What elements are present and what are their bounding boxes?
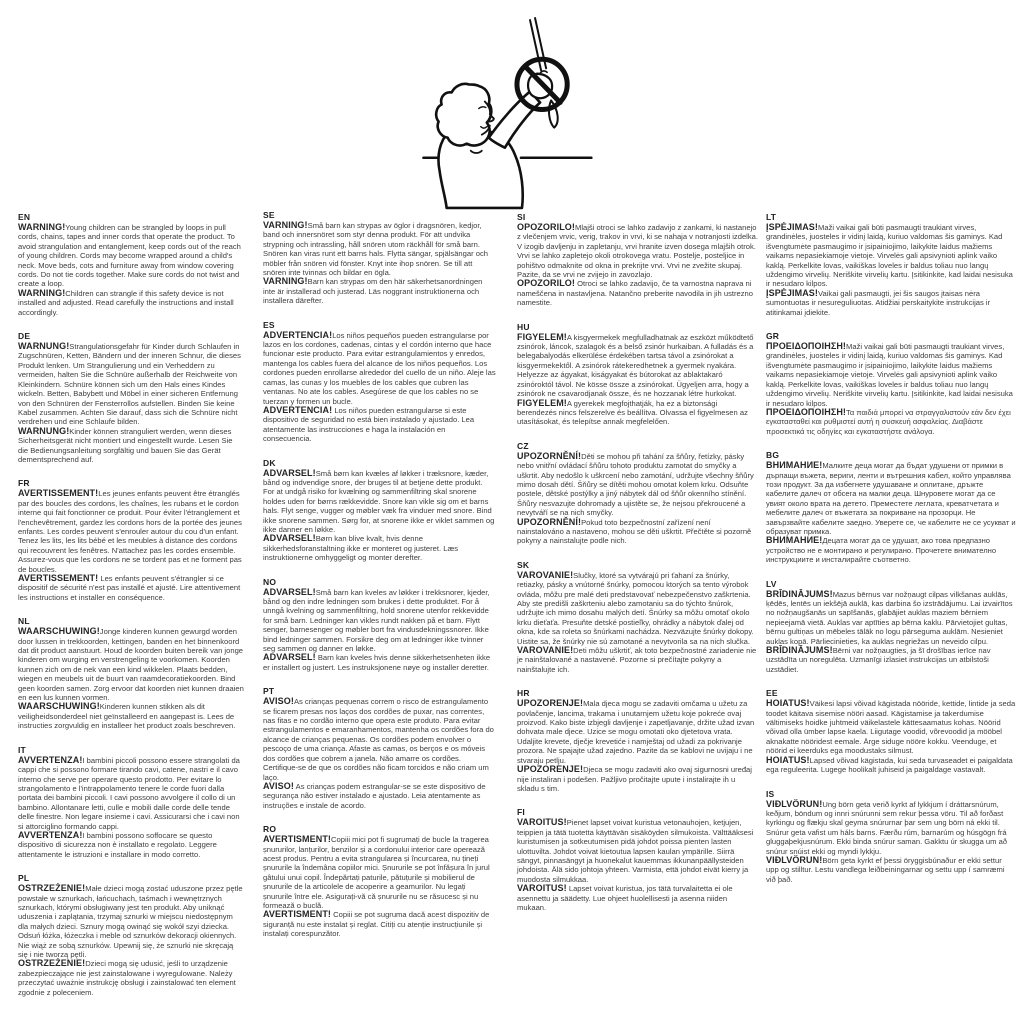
warning-section-fr (18, 478, 244, 602)
language-code: IS (766, 788, 775, 799)
warning-paragraph (517, 571, 758, 646)
language-code: HU (517, 321, 530, 332)
warning-keyword: FIGYELEM! (517, 397, 567, 408)
warning-paragraph (263, 910, 496, 938)
language-code: PL (18, 873, 30, 884)
column-1 (18, 212, 244, 1011)
warning-text: Børn kan blive kvalt, hvis denne sikkerhedsforanstaltning ikke er monteret og justeret. Læs instruktionerne omhyggeligt og monter derefter. (263, 534, 459, 563)
warning-keyword: BRĪDINĀJUMS! (766, 588, 833, 599)
warning-keyword: FIGYELEM! (517, 331, 567, 342)
language-code: SE (263, 210, 275, 220)
warning-paragraph (18, 574, 244, 602)
warning-keyword: AVERTISSEMENT! (18, 488, 99, 499)
warning-section-si (517, 212, 758, 308)
warning-keyword: AVISO! (263, 696, 294, 707)
warning-keyword: ВНИМАНИЕ! (766, 535, 823, 546)
warning-keyword: HOIATUS! (766, 698, 810, 709)
warning-text: Vaikai gali pasmaugti, jei šis saugos įtaisas nėra sumontuotas ir nesureguliuotas. Atidžiai perskaitykite instrukcijas ir atitinkamai įdiekite. (766, 288, 991, 317)
warning-section-sk (517, 560, 758, 674)
warning-paragraph (263, 835, 496, 910)
warning-paragraph (263, 588, 496, 654)
warning-keyword: ΠΡΟΕΙΔΟΠΟΙΗΣΗ! (766, 406, 847, 417)
warning-text: Copiii se pot sugruma dacă acest dispozitiv de siguranță nu este instalat și reglat. Citiți cu atenție instrucțiunile și instalați corespunzător. (263, 910, 490, 939)
warning-text: Děti se mohou při tahání za šňůry, řetízky, pásky nebo vnitřní ovládací šňůru tohoto produktu zamotat do smyčky a uškrtit. Aby nedošlo k uškrcení nebo zamotání, udržujte všechny šňůry mimo dosah dětí. Šňůry se dítěti mohou omotat kolem krku. Odsuňte postele, dětské postýlky a jiný nábytek dál od šňůr okenního stínění. Šňůry nesvazujte dohromady a ujistěte se, že nejsou překroucené a nevytváří se na nich smyčky. (517, 451, 754, 518)
warning-paragraph (517, 333, 758, 399)
column-3 (517, 212, 758, 926)
child-reaching-window-cord-prohibited-illustration (418, 4, 630, 210)
warning-paragraph (766, 856, 1016, 884)
warning-paragraph (766, 461, 1016, 536)
warning-paragraph (263, 277, 496, 305)
language-code: EE (766, 688, 778, 699)
warning-text: Små barn kan strypas av öglor i dragsnören, kedjor, band och innersnöret som styr denna produkt. För att undvika strypning och intrassling, håll snören utom räckhåll för små barn. Snören kan viras runt ett barns hals. Flytta sängar, spjälsängar och möbler från snören vid fönster. Knyt inte ihop snören. Se till att snören inte tvinnas och bildar en ögla. (263, 221, 488, 278)
warning-text: Små børn kan kvæles af løkker i træksnore, kæder, bånd og indvendige snore, der bruges til at betjene dette produkt. For at undgå risiko for kvælning og sammenfiltring skal snorene holdes uden for børns rækkevidde. Snore kan vikle sig om et barns hals. Flyt senge, vugger og møbler væk fra vinduer med snore. Bind ikke snorene sammen. Sørg for, at snorene ikke er viklet sammen og ikke danner en løkke. (263, 468, 495, 534)
warning-text: Малките деца могат да бъдат удушени от примки в дърпащи въжета, вериги, ленти и вътрешния кабел, който управлява този продукт. За да избегнете удушаване и оплитане, дръжте кабелите далеч от обсега на малки деца. Шнуровете могат да се увият около врата на детето. Преместете леглата, креватчетата и мебелите далеч от въжетата за покриване на прозорци. Не завързвайте кабелите заедно. Уверете се, че кабелите не се усукват и образуват примка. (766, 461, 1016, 536)
warning-text: Mlajši otroci se lahko zadavijo z zankami, ki nastanejo z vlečenjem vrvic, verig, trakov in vrvi, ki se nahaja v notranjosti izdelka. V izogib davljenju in zapletanju, vrvi hranite izven dosega mlajših otrok. Vrvi se lahko zapletejo okoli otrokovega vratu. Postelje, posteljice in pohištvo odmaknite od okna in prekrijte vrvi. Vrvi ne zvežite skupaj. Pazite, da se vrvi ne zvijejo in zavozlajo. (517, 223, 758, 280)
warning-keyword: VAROITUS! (517, 817, 567, 828)
language-code: DK (263, 457, 276, 468)
warning-paragraph (263, 534, 496, 562)
warning-keyword: ADVARSEL! (263, 533, 316, 544)
warning-section-bg (766, 450, 1016, 564)
warning-paragraph (766, 289, 1016, 317)
warning-text: Mazus bērnus var nožņaugt cilpas vilkšanas auklās, ķēdēs, lentēs un iekšējā auklā, kas darbina šo izstrādājumu. Lai izvairītos no nožņaugšanās un sapīšanās, glabājiet auklas maziem bērniem nepieejamā vietā. Auklas var aptīties ap bērna kaklu. Pārvietojiet gultas, bērnu gultiņas un mēbeles tālāk no logu pārseguma auklām. Nesieniet auklas kopā. Pārliecinieties, ka auklas negriežas un neveido cilpu. (766, 589, 1013, 646)
warning-keyword: WARNUNG! (18, 341, 70, 352)
warning-text: Maži vaikai gali būti pasmaugti traukiant virves, grandinėles, juosteles ir vidinį laidą, kuriuo valdomas šis gaminys. Kad išvengtumėte pasmaugimo ir įsipainiojimo, laikykite laidus mažiems vaikams nepasiekiamoje vietoje. Virvelės gali apsivynioti aplink vaiko kaklą. Perkelkite lovas, vaikiškas loveles ir baldus toliau nuo langų uždengimo virvelių. Neriškite virvelių kartu. Įsitikinkite, kad laidai nesisuka ir nesudaro kilpos. (766, 223, 1013, 289)
warning-paragraph (517, 646, 758, 674)
warning-section-pt (263, 686, 496, 810)
warning-text: A kisgyermekek megfulladhatnak az eszközt működtető zsinórok, láncok, szalagok és a belső zsinór hurkaiban. A fulladás és a belegabalyodás elkerülése érdekében tartsa távol a zsinórokat a kisgyermekektől. A zsinórok rátekeredhetnek a gyermek nyakára. Helyezze az ágyakat, kiságyakat és bútorokat az ablaktakaró zsinóroktól távol. Ne kösse össze a zsinórokat. Ügyeljen arra, hogy a zsinórok ne csavarodjanak össze, és ne hozzanak létre hurkokat. (517, 332, 754, 399)
warning-paragraph (263, 406, 496, 444)
warning-keyword: WARNING! (18, 287, 66, 298)
warning-text: I bambini possono soffocare se questo dispositivo di sicurezza non è installato e regolato. Leggere attentamente le istruzioni e installare in modo corretto. (18, 830, 217, 859)
warning-paragraph (263, 782, 496, 810)
warning-section-dk (263, 458, 496, 563)
warning-text: Väikesi lapsi võivad kägistada nööride, kettide, lintide ja seda toodet käitava sisemise nööri aasad. Kägistamise ja takerdumise vältimiseks hoidke juhtmeid väikelastele kättesaamatus kohas. Nöörid võivad olla ümber lapse kaela. Liigutage voodid, võrevoodid ja mööbel aknakatte nööridest eemale. Ärge siduge nööre kokku. Veenduge, et nöörid ei keerduks ega moodustaks silmust. (766, 699, 1016, 756)
warning-keyword: ĮSPĖJIMAS! (766, 287, 819, 298)
warning-section-gr (766, 331, 1016, 436)
warning-paragraph (18, 702, 244, 730)
language-code: ES (263, 319, 275, 330)
warning-keyword: VAROVANIE! (517, 569, 574, 580)
warning-keyword: VARNING! (263, 276, 308, 287)
warning-keyword: AVERTISMENT! (263, 909, 332, 920)
language-code: BG (766, 450, 780, 461)
warning-text: Les enfants peuvent s'étrangler si ce dispositif de sécurité n'est pas installé et ajusté. Lire attentivement les instructions et installer en conséquence. (18, 574, 241, 602)
warning-section-cz (517, 441, 758, 546)
warning-section-no (263, 577, 496, 673)
warning-text: Små barn kan kveles av løkker i trekksnorer, kjeder, bånd og den indre ledningen som brukes i dette produktet. For å unngå kvelning og sammenfiltring, hold snorene utenfor rekkevidde for små barn. Ledninger kan vikles rundt nakken på et barn. Flytt senger, barnesenger og møbler bort fra vindusdekningssnorer. Ikke bind ledninger sammen. Forsikre deg om at ledninger ikke tvinner seg sammen og danner en løkke. (263, 587, 490, 654)
warning-paragraph (517, 699, 758, 765)
warning-keyword: VIÐLVÖRUN! (766, 854, 823, 865)
warning-keyword: HOIATUS! (766, 754, 810, 765)
warning-text: Barn kan kveles hvis denne sikkerhetsenheten ikke er installert og justert. Les instruksjonene nøye og installer deretter. (263, 653, 491, 672)
warning-paragraph (766, 800, 1016, 856)
language-code: NL (18, 616, 30, 627)
warning-keyword: AVISO! (263, 780, 294, 791)
warning-keyword: UPOZORENJE! (517, 698, 584, 709)
warning-paragraph (263, 331, 496, 406)
warning-keyword: ΠΡΟΕΙΔΟΠΟΙΗΣΗ! (766, 341, 847, 352)
warning-section-es (263, 320, 496, 444)
warning-text: Children can strangle if this safety device is not installed and adjusted. Read carefully the instructions and install accordingly. (18, 288, 234, 317)
warning-paragraph (766, 223, 1016, 289)
language-code: LV (766, 578, 777, 589)
warning-keyword: BRĪDINĀJUMS! (766, 645, 833, 656)
warning-paragraph (766, 699, 1016, 755)
warning-paragraph (766, 408, 1016, 436)
warning-text: Barn kan strypas om den här säkerhetsanordningen inte är installerad och justerad. Läs noggrant instruktionerna och installera därefter. (263, 277, 483, 306)
warning-paragraph (263, 221, 496, 277)
warning-paragraph (517, 452, 758, 518)
column-4 (766, 212, 1016, 898)
warning-paragraph (766, 646, 1016, 674)
warning-text: Mala djeca mogu se zadaviti omčama u užetu za povlačenje, lancima, trakama i unutarnjem užetu koje pokreće ovaj proizvod. Kako biste izbjegli davljenje i zapetljavanje, držite užad izvan dohvata male djece. Uzice se mogu omotati oko djetetova vrata. Udaljite krevete, dječje krevetiće i namještaj od užadi za pokrivanje prozora. Ne spajajte užad zajedno. Pazite da se kablovi ne uvijaju i ne stvaraju petlju. (517, 699, 755, 765)
warning-keyword: AVERTISSEMENT! (18, 573, 99, 583)
warning-text: A gyerekek megfojthatják, ha ez a biztonsági berendezés nincs felszerelve és beállítva. Olvassa el figyelmesen az utasításokat, és telepítse annak megfelelően. (517, 398, 748, 427)
warning-keyword: ADVARSEL! (263, 652, 316, 663)
language-code: FR (18, 478, 30, 489)
warning-paragraph (18, 427, 244, 465)
warning-keyword: WAARSCHUWING! (18, 701, 100, 712)
warning-keyword: UPOZORENJE! (517, 764, 584, 775)
warning-paragraph (18, 884, 244, 959)
warning-text: Kinder können stranguliert werden, wenn dieses Sicherheitsgerät nicht montiert und eingestellt wurde. Lesen Sie die Bedienungsanleitung sorgfältig und bauen Sie das Gerät dementsprechend auf. (18, 426, 233, 464)
language-code: RO (263, 824, 277, 835)
warning-paragraph (517, 765, 758, 793)
warning-section-hr (517, 688, 758, 793)
warning-paragraph (18, 756, 244, 831)
warning-text: Maži vaikai gali būti pasmaugti traukiant virves, grandinėles, juosteles ir vidinį laidą, kuriuo valdomas šis gaminys. Kad išvengtumėte pasmaugimo ir įsipainiojimo, laikykite laidus mažiems vaikams nepasiekiamoje vietoje. Virvelės gali apsivynioti aplink vaiko kaklą. Perkelkite lovas, vaikiškas loveles ir baldus toliau nuo langų uždengimo virvelių. Neriškite virvelių kartu. Įsitikinkite, kad laidai nesisuka ir nesudaro kilpos. (766, 342, 1013, 408)
warning-section-it (18, 745, 244, 859)
column-2 (263, 210, 496, 953)
language-code: GR (766, 331, 780, 342)
warning-text: Copiii mici pot fi sugrumați de bucle la tragerea șnururilor, lanțurilor, benzilor și a cordonului interior care operează acest produs. Pentru a evita strangularea și încurcarea, nu țineți șnururile la îndemâna copiilor mici. Șnururile se pot înfășura în jurul gâtului unui copil. Îndepărtați paturile, pătuțurile și mobilierul de șnururile de la articolele de acoperire a geamurilor. Nu legați șnururile între ele. Asigurați-vă că șnururile nu se răsucesc și nu formează o buclă. (263, 835, 490, 910)
language-code: HR (517, 688, 530, 699)
language-code: SI (517, 212, 526, 222)
warning-keyword: ADVERTENCIA! (263, 404, 333, 415)
warning-text: Bērni var nožņaugties, ja šī drošības ierīce nav uzstādīta un noregulēta. Uzmanīgi izlasiet instrukcijas un atbilstoši uzstādiet. (766, 646, 991, 674)
language-code: LT (766, 212, 777, 222)
warning-text: Otroci se lahko zadavijo, če ta varnostna naprava ni nameščena in nastavljena. Natančno preberite navodila in jih ustrezno namestite. (517, 279, 753, 308)
warning-text: Τα παιδιά μπορεί να στραγγαλιστούν εάν δεν έχει εγκατασταθεί και ρυθμιστεί αυτή η συσκευή ασφαλείας. Διαβάστε προσεκτικά τις οδηγίες και εγκαταστήστε ανάλογα. (766, 407, 1011, 436)
grabbing-hand (528, 74, 552, 98)
warning-section-nl (18, 616, 244, 730)
warning-paragraph (18, 489, 244, 574)
warning-keyword: AVERTISMENT! (263, 834, 332, 845)
warning-text: Djeca se mogu zadaviti ako ovaj sigurnosni uređaj nije instaliran i podešen. Pažljivo pročitajte upute i instalirajte ih u skladu s tim. (517, 765, 752, 793)
warning-keyword: VIÐLVÖRUN! (766, 798, 823, 809)
language-code: NO (263, 576, 277, 587)
warning-paragraph (766, 536, 1016, 564)
warning-keyword: WARNING! (18, 222, 66, 232)
language-code: PT (263, 686, 275, 697)
warning-paragraph (517, 884, 758, 912)
warning-section-hu (517, 322, 758, 427)
language-code: IT (18, 744, 26, 755)
warning-keyword: AVVERTENZA! (18, 754, 83, 765)
warning-text: As crianças podem estrangular-se se este dispositivo de segurança não estiver instalado e ajustado. Leia atentamente as instruções e instale de acordo. (263, 781, 486, 810)
warning-keyword: ĮSPĖJIMAS! (766, 222, 819, 232)
language-code: DE (18, 331, 31, 342)
warning-paragraph (517, 223, 758, 279)
warning-paragraph (263, 469, 496, 535)
warning-text: Децата могат да се удушат, ако това предпазно устройство не е монтирано и регулирано. Прочетете внимателно инструкциите и инсталирайте съответно. (766, 536, 997, 565)
warning-keyword: UPOZORNĚNÍ! (517, 450, 582, 461)
warning-keyword: OSTRZEŻENIE! (18, 883, 86, 894)
warning-paragraph (18, 959, 244, 997)
warning-section-en (18, 212, 244, 317)
warning-paragraph (18, 831, 244, 859)
warning-keyword: VAROITUS! (517, 883, 567, 894)
warning-paragraph (18, 342, 244, 427)
warning-section-pl (18, 873, 244, 997)
warning-keyword: ADVERTENCIA! (263, 329, 333, 340)
warning-text: Strangulationsgefahr für Kinder durch Schlaufen in Zugschnüren, Ketten, Bändern und der inneren Schnur, die dieses Produkt lenken. Um Strangulierung und ein Verheddern zu vermeiden, halten Sie die Schnüre außerhalb der Reichweite von Kleinkindern. Schnüre können sich um den Hals eines Kindes wickeln. Betten, Babybett und Möbel in einer sicheren Entfernung von den Schnüren der Fensterrollos aufstellen. Binden Sie keine Kabel zusammen. Achten Sie darauf, dass sich die Schnüre nicht verdrehen und eine Schlaufe bilden. (18, 342, 241, 427)
warning-keyword: ADVARSEL! (263, 586, 316, 597)
warning-text: Jonge kinderen kunnen gewurgd worden door lussen in trekkoorden, kettingen, banden en het binnenkoord dat dit product aanstuurt. Houd de koorden buiten bereik van jonge kinderen om wurging en verstrengeling te voorkomen. Koorden kunnen zich om de nek van een kind wikkelen. Plaats bedden, wiegen en meubels uit de buurt van raamdecoratiekoorden. Bind geen koorden samen. Zorg ervoor dat koorden niet kunnen draaien en een lus kunnen vormen. (18, 627, 244, 703)
warning-keyword: ADVARSEL! (263, 467, 316, 478)
warning-text: Lapsed võivad kägistada, kui seda turvaseadet ei paigaldata ega reguleerita. Lugege hoolikalt juhiseid ja paigaldage vastavalt. (766, 755, 1013, 775)
warning-keyword: WARNUNG! (18, 425, 70, 436)
warning-keyword: OPOZORILO! (517, 278, 575, 289)
warning-paragraph (18, 627, 244, 702)
language-code: SK (517, 559, 530, 570)
warning-keyword: VARNING! (263, 220, 308, 230)
warning-paragraph (517, 399, 758, 427)
warning-keyword: OSTRZEŻENIE! (18, 958, 86, 969)
warning-keyword: OPOZORILO! (517, 222, 575, 232)
warning-paragraph (263, 653, 496, 672)
warning-text: Pokud toto bezpečnostní zařízení není nainstalováno a nastaveno, mohou se děti uškrtit. Přečtěte si pozorně pokyny a nainstalujte podle nich. (517, 517, 752, 546)
warning-keyword: VAROVANIE! (517, 645, 574, 656)
language-code: FI (517, 807, 525, 818)
warning-text: Pienet lapset voivat kuristua vetonauhojen, ketjujen, teippien ja tätä tuotetta käyttävän sisäköyden silmukoista. Välttääksesi kuristumisen ja sotkeutumisen pidä johdot poissa pienten lasten ulottuvilta. Johdot voivat kietoutua lapsen kaulan ympärille. Siirrä sängyt, pinnasängyt ja huonekalut kauemmas ikkunanpäällysteiden johdoista. Älä sido johtoja yhteen. Varmista, että johdot eivät kierry ja muodosta silmukkaa. (517, 818, 754, 884)
warning-text: Lapset voivat kuristua, jos tätä turvalaitetta ei ole asennettu ja säädetty. Lue ohjeet huolellisesti ja asenna niiden mukaan. (517, 884, 733, 912)
warning-section-ro (263, 824, 496, 938)
warning-text: Ung börn geta verið kyrkt af lykkjum í dráttarsnúrum, keðjum, böndum og innri snúrunni sem rekur þessa vöru. Til að forðast kyrkingu og flækju skal geyma snúrurnar þar sem ung börn ná ekki til. Snúrur geta vafist um háls barns. Færðu rúm, barnarúm og húsgögn frá gluggaþekjusnúrum. Ekki binda snúrur saman. Gakktu úr skugga um að snúrur snúist ekki og myndi lykkju. (766, 799, 1008, 856)
language-code: EN (18, 212, 31, 222)
warning-paragraph (766, 590, 1016, 646)
warning-section-is (766, 789, 1016, 885)
warning-paragraph (18, 223, 244, 289)
warning-paragraph (517, 518, 758, 546)
warning-text: As crianças pequenas correm o risco de estrangulamento se ficarem presas nos laços dos cordões de puxar, nas correntes, nas fitas e no cordão interno que opera este produto. Para evitar estrangulamentos e emaranhamentos, mantenha os cordões fora do alcance de crianças pequenas. Os cordões podem envolver o pescoço de uma criança. Afaste as camas, os berços e os móveis dos cordões que cobrem a janela. Não amarre os cordões. Certifique-se de que os cordões não ficam torcidos e não criam um laço. (263, 697, 494, 782)
warning-section-lt (766, 212, 1016, 317)
warning-paragraph (766, 342, 1016, 408)
warning-section-ee (766, 688, 1016, 774)
child-head (436, 84, 491, 146)
warning-paragraph (18, 289, 244, 317)
warning-paragraph (766, 756, 1016, 775)
warning-text: Los niños pueden estrangularse si este dispositivo de seguridad no está bien instalado y ajustado. Lea atentamente las instrucciones e haga la instalación en consecuencia. (263, 405, 475, 444)
warning-paragraph (263, 697, 496, 782)
warning-text: Dzieci mogą się udusić, jeśli to urządzenie zabezpieczające nie jest zainstalowane i wyregulowane. Należy przeczytać uważnie instrukcję obsługi i zainstalować ten element zgodnie z poleceniem. (18, 959, 236, 997)
warning-text: I bambini piccoli possono essere strangolati da cappi che si possono formare tirando cavi, catene, nastri e il cavo interno che serve per operare questo prodotto. Per evitare lo strangolamento e l'intrappolamento tenere le corde fuori dalla portata dei bambini piccoli. I cavi possono avvolgere il collo di un bambino. Allontanare letti, culle e mobili dalle corde delle tende delle finestre. Non legare insieme i cavi. Assicurarsi che i cavi non si attorciglino formando cappi. (18, 755, 240, 831)
warning-keyword: WAARSCHUWING! (18, 626, 100, 637)
warning-keyword: AVVERTENZA! (18, 829, 83, 840)
warning-section-lv (766, 579, 1016, 675)
warning-paragraph (517, 818, 758, 884)
warning-keyword: UPOZORNĚNÍ! (517, 516, 582, 527)
warning-text: Kinderen kunnen stikken als dit veiligheidsonderdeel niet geïnstalleerd en aangepast is. Lees de instructies zorgvuldig en installeer het product zoals beschreven. (18, 702, 236, 731)
warning-paragraph (517, 279, 758, 307)
warning-keyword: ВНИМАНИЕ! (766, 460, 823, 471)
warning-section-fi (517, 807, 758, 912)
warning-section-de (18, 331, 244, 464)
warning-section-se (263, 210, 496, 306)
warning-text: Les jeunes enfants peuvent être étranglés par des boucles des cordons, les chaînes, les rubans et le cordon interne qui fait fonctionner ce produit. Pour éviter l'étranglement et l'enchevêtrement, gardez les cordons hors de la portée des jeunes enfants. Les cordes peuvent s'enrouler autour du cou d'un enfant. Tenez les lits, les lits bébé et les meubles à distance des cordons qui recouvrent les fenêtres. N'attachez pas les cordes ensemble. Assurez-vous que les cordons ne se tordent pas et ne forment pas de boucles. (18, 489, 242, 574)
language-code: CZ (517, 440, 529, 451)
warning-text: Young children can be strangled by loops in pull cords, chains, tapes and inner cords that operate the product. To avoid strangulation and entanglement, keep cords out of the reach of young children. Cords may become wrapped around a child's neck. Move beds, cots and furniture away from window covering cords. Do not tie cords together. Make sure cords do not twist and create a loop. (18, 223, 241, 289)
warning-text: Slučky, ktoré sa vytvárajú pri ťahaní za šnúrky, retiazky, pásky a vnútorné šnúrky, pomocou ktorých sa tento výrobok ovláda, môžu pre malé deti predstavovať nebezpečenstvo zaškrtenia. Aby ste predišli zaškrteniu alebo zamotaniu sa do týchto šnúrok, udržujte ich mimo dosahu malých detí. Šnúrky sa môžu omotať okolo krku dieťaťa. Presuňte detské postieľky, ohrádky a nábytok ďalej od okna, kde sa roleta so šnúrkami nachádza. Nezväzujte šnúrky dokopy. Uistite sa, že šnúrky nie sú zamotané a nevytvorila sa na nich slučka. (517, 570, 754, 646)
child-arm (489, 91, 540, 147)
warning-text: Deti môžu uškrtiť, ak toto bezpečnostné zariadenie nie je nainštalované a nastavené. Pozorne si prečítajte pokyny a nainštalujte ich. (517, 646, 757, 674)
warning-text: Małe dzieci mogą zostać uduszone przez pętle powstałe w sznurkach, łańcuchach, taśmach i wewnętrznych sznurkach, którymi obsługiwany jest ten produkt. Aby uniknąć uduszenia i zaplątania, trzymaj sznurki w miejscu niedostępnym dla małych dzieci. Sznury mogą owinąć się wokół szyi dziecka. Odsuń łóżka, łóżeczka i meble od sznurków dekoracji okiennych. Nie wiąż ze sobą sznurków. Upewnij się, że sznurki nie skręcają się i nie tworzą pętli. (18, 884, 243, 959)
warning-text: Los niños pequeños pueden estrangularse por lazos en los cordones, cadenas, cintas y el cordón interno que hace funcionar este producto. Para evitar estrangulamientos y enredos, mantenga los cables fuera del alcance de los niños pequeños. Los cordones pueden enrollarse alrededor del cuello de un niño. Aleje las camas, las cunas y los muebles de los cables que cubren las ventanas. No ate los cables. Asegúrese de que los cables no se tuerzan y formen un bucle. (263, 330, 496, 406)
warning-text: Börn geta kyrkt ef þessi öryggisbúnaður er ekki settur upp og stilltur. Lestu vandlega leiðbeiningarnar og settu upp í samræmi við það. (766, 855, 1005, 884)
